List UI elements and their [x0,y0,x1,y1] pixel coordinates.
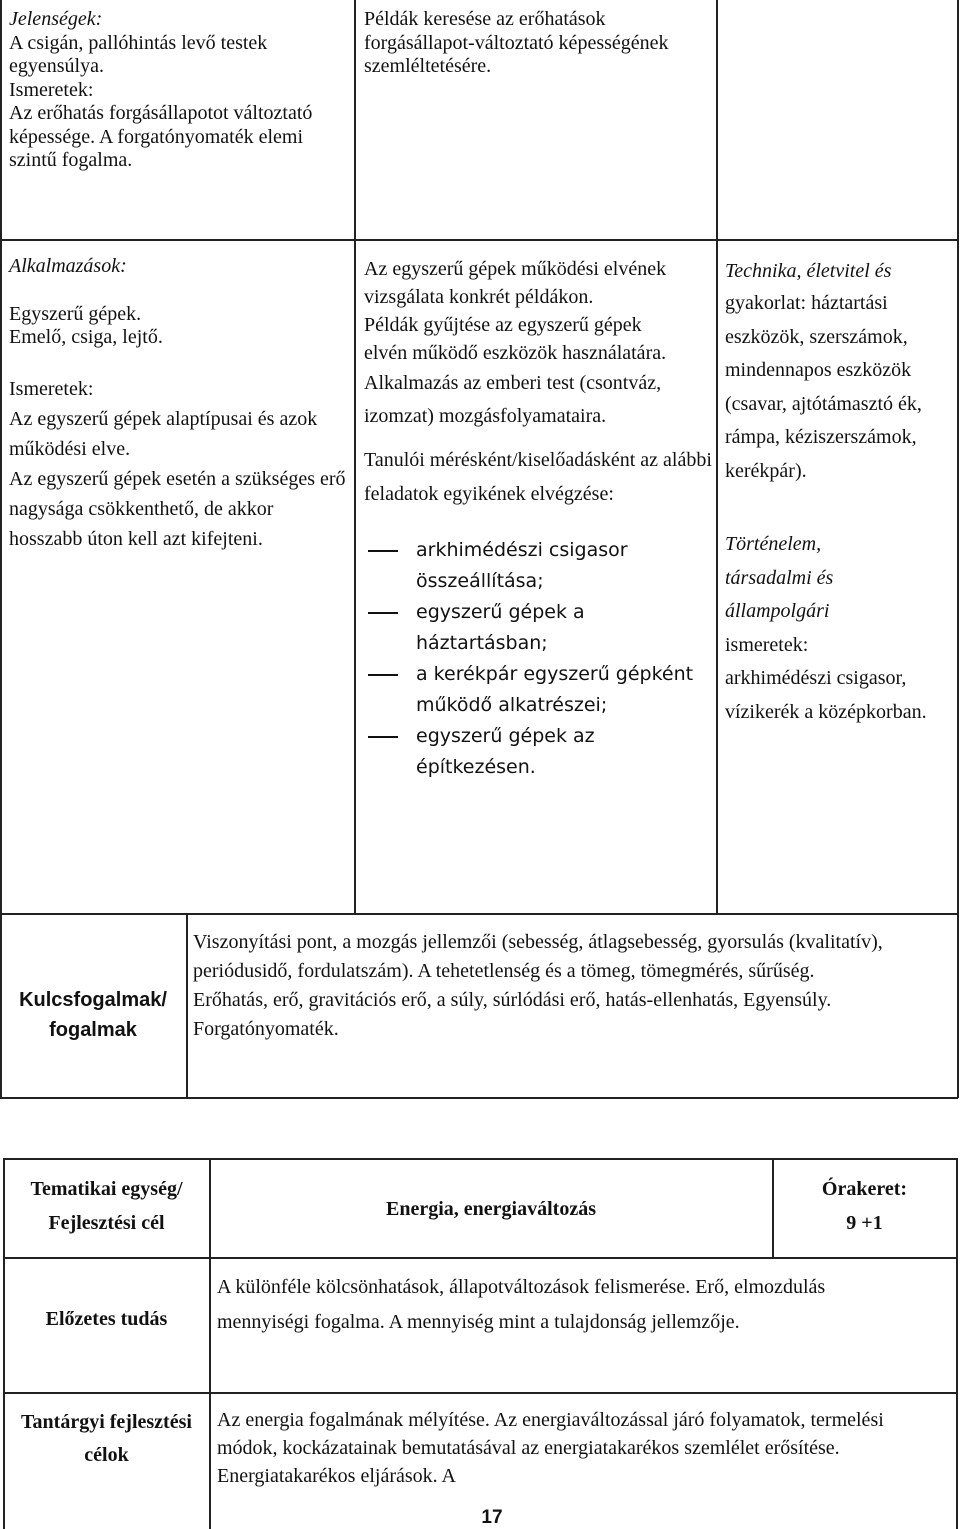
phenomena-label: Jelenségek: [9,8,103,30]
connections-cell [725,255,953,729]
activity-p4: Tanulói mérésként/kiselőadásként az alábbi feladatok egyikének elvégzése: [364,449,712,505]
bottom-table-row2-divider [3,1392,958,1394]
top-table-keyconcepts-divider [186,913,188,1098]
key-concepts-line2: Erőhatás, erő, gravitációs erő, a súly, súrlódási erő, hatás-ellenhatás, Egyensúly. Forgatónyomaték. [193,989,832,1040]
key-concepts-line1: Viszonyítási pont, a mozgás jellemzői (sebesség, átlagsebesség, gyorsulás (kvalitatív), periódusidő, fordulatszám). A tehetetlenség és a tömeg, tömegmérés, sűrűség. [193,931,883,982]
dev-goals-label: Tantárgyi fejlesztési célok [21,1411,192,1466]
key-concepts-cell [193,928,953,1044]
knowledge-label-2: Ismeretek: [9,377,94,400]
activity-p1: Az egyszerű gépek működési elvének vizsgálata konkrét példákon. [364,258,667,308]
prior-knowledge-cell [217,1270,952,1340]
examples-text: Példák keresése az erőhatások forgásállapot-változtató képességének szemléltetésére. [364,8,669,77]
phenomena-text: A csigán, pallóhintás levő testek egyensúlya. [9,31,268,77]
subject-tortenelem: Történelem, társadalmi és állampolgári [725,533,834,622]
key-concepts-label-cell [0,985,186,1045]
tortenelem-label: ismeretek: [725,633,809,656]
prior-knowledge-label: Előzetes tudás [45,1308,168,1330]
subject-technika: Technika, életvitel és [725,260,892,282]
hours-cell [773,1172,956,1240]
bottom-table-row1-divider [3,1257,958,1259]
hours-value: 9 +1 [846,1212,883,1234]
hours-label: Órakeret: [821,1178,908,1200]
list-item: egyszerű gépek a háztartásban; [364,597,709,659]
knowledge-label: Ismeretek: [9,78,94,101]
page-number: 17 [470,1507,514,1529]
thematic-unit-label-cell [4,1172,209,1240]
list-item: a kerékpár egyszerű gépként működő alkatrészei; [364,659,709,721]
activity-p2: Példák gyűjtése az egyszerű gépek elvén működő eszközök használatára. [364,314,667,364]
activities-cell [364,255,712,783]
bottom-table-right-border [956,1158,958,1529]
thematic-unit-label: Tematikai egység/ Fejlesztési cél [30,1178,183,1234]
top-table-right-border [957,0,959,1098]
unit-title: Energia, energiaváltozás [386,1198,596,1220]
tortenelem-text: arkhimédészi csigasor, vízikerék a középkorban. [725,667,927,723]
key-concepts-label: Kulcsfogalmak/ fogalmak [19,989,167,1041]
list-item: arkhimédészi csigasor összeállítása; [364,535,709,597]
applications-cell [9,255,351,554]
dev-goals-cell [217,1406,952,1490]
force-reduction-text: Az egyszerű gépek esetén a szükséges erő nagysága csökkenthető, de akkor hosszabb úton kell azt kifejteni. [9,467,346,550]
machine-types-text: Az egyszerű gépek alaptípusai és azok működési elve. [9,407,318,460]
technika-text: gyakorlat: háztartási eszközök, szerszámok, mindennapos eszközök (csavar, ajtótámasztó ék, rámpa, kéziszerszámok, kerékpár). [725,292,922,482]
dev-goals-label-cell [4,1406,209,1472]
simple-machines-text: Egyszerű gépek. [9,302,142,325]
bottom-table-top-border [3,1158,958,1160]
top-table-bottom-border [0,1097,958,1099]
top-table-col2-divider [716,0,718,913]
lever-pulley-text: Emelő, csiga, lejtő. [9,326,163,348]
top-table-col1-divider [354,0,356,913]
examples-cell [364,8,699,79]
prior-knowledge-label-cell [4,1308,209,1332]
list-item: egyszerű gépek az építkezésen. [364,721,709,783]
knowledge-text: Az erőhatás forgásállapotot változtató képessége. A forgatónyomaték elemi szintű fogalma. [9,102,313,171]
applications-label: Alkalmazások: [9,255,127,277]
task-list [364,535,709,783]
phenomena-cell [9,8,349,173]
activity-p3: Alkalmazás az emberi test (csontváz, izomzat) mozgásfolyamataira. [364,372,662,427]
unit-title-cell [210,1198,772,1222]
prior-knowledge-text: A különféle kölcsönhatások, állapotváltozások felismerése. Erő, elmozdulás mennyiségi fogalma. A mennyiség mint a tulajdonság jellemzője. [217,1276,826,1333]
top-table-row2-divider [0,913,958,915]
top-table-row1-divider [0,239,958,241]
top-table-left-border [0,0,2,1098]
dev-goals-text: Az energia fogalmának mélyítése. Az energiaváltozással járó folyamatok, termelési módok, kockázatainak bemutatásával az energiatakarékos szemlélet erősítése. Energiatakarékos eljárások. A [217,1409,884,1487]
